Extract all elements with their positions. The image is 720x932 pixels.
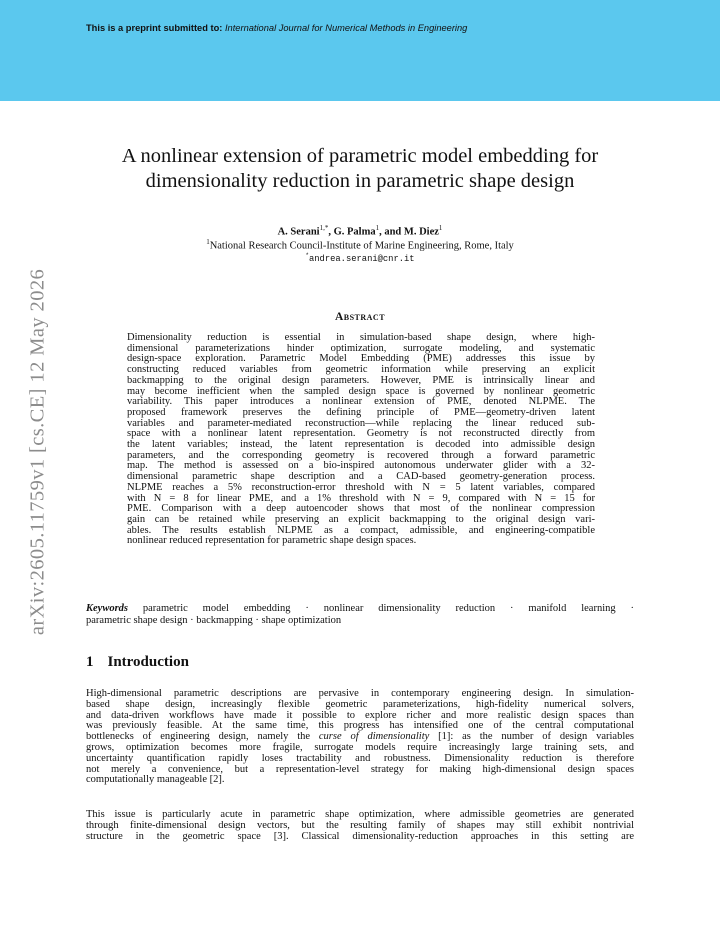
abstract-line: dimensional parameterizations hinder optimization, surrogate modeling, and systematic xyxy=(127,342,595,354)
paragraph-line: through finite-dimensional design vectors, but the resulting family of shapes may still exhibit nontrivial xyxy=(86,819,634,831)
paragraph-line: was previously feasible. At the same time, this progress has intensified one of the central computational xyxy=(86,720,634,732)
emphasis: curse of dimensionality xyxy=(318,731,430,743)
preprint-label: This is a preprint submitted to: xyxy=(86,23,223,33)
author-name: G. Palma xyxy=(333,226,376,238)
preprint-notice xyxy=(86,23,467,33)
affiliation xyxy=(90,238,630,252)
author-affiliation-mark: 1,* xyxy=(319,224,329,232)
abstract-line: map. The method is assessed on a bio-inspired autonomous underwater glider with a 32- xyxy=(127,460,595,472)
author-name: A. Serani xyxy=(277,226,320,238)
intro-paragraph xyxy=(86,810,634,842)
abstract-line: nonlinear reduced representation for parametric shape design spaces. xyxy=(127,535,417,547)
title-line: A nonlinear extension of parametric model embedding for xyxy=(121,145,599,167)
author-name: M. Diez xyxy=(403,226,439,238)
line-segment: [1]: as the number of design variables xyxy=(429,731,634,743)
keywords-line: parametric shape design · backmapping · shape optimization xyxy=(86,614,342,626)
abstract-line: NLPME reaches a 5% reconstruction-error threshold with N = 5 latent variables, compared xyxy=(127,481,595,493)
keywords-label: Keywords xyxy=(86,603,128,614)
title-line: dimensionality reduction in parametric shape design xyxy=(145,170,575,192)
paragraph-line: grows, optimization becomes more fragile, surrogate models require increasingly large training sets, and xyxy=(86,741,634,753)
section-title: Introduction xyxy=(107,654,189,670)
email-text[interactable]: andrea.serani@cnr.it xyxy=(309,253,415,264)
abstract-line: with N = 8 for linear PME, and a 1% threshold with N = 9, compared with N = 15 for xyxy=(127,492,595,504)
paragraph-line: structure in the geometric space [3]. Classical dimensionality-reduction approaches in this setting are xyxy=(86,830,634,842)
preprint-banner xyxy=(0,0,720,101)
paragraph-line: based shape design, increasingly flexible geometric parameterizations, high-fidelity numerical solvers, xyxy=(86,698,634,710)
keywords-line xyxy=(86,603,634,615)
arxiv-identifier[interactable]: arXiv:2605.11759v1 [cs.CE] 12 May 2026 xyxy=(26,268,49,636)
abstract-line: variables and parameter-mediated reconstruction—while replacing the linear reduced sub- xyxy=(127,417,595,429)
section-heading xyxy=(86,654,189,671)
author-affiliation-mark: 1 xyxy=(375,224,380,232)
abstract-line: design-space exploration. Parametric Model Embedding (PME) addresses this issue by xyxy=(127,353,595,365)
section-number: 1 xyxy=(86,654,94,670)
affiliation-mark: 1 xyxy=(206,238,210,246)
paragraph-line: not merely a convenience, but a representation-level strategy for making high-dimensional design spaces xyxy=(86,763,634,775)
abstract-line: Dimensionality reduction is essential in simulation-based shape design, where high- xyxy=(127,332,595,343)
journal-name: International Journal for Numerical Methods in Engineering xyxy=(224,23,468,33)
author-list xyxy=(90,224,630,238)
abstract-line: proposed framework preserves the defining principle of PME—geometry-driven latent xyxy=(127,406,595,418)
affiliation-text: National Research Council-Institute of Marine Engineering, Rome, Italy xyxy=(209,240,514,252)
abstract-line: gain can be retained while preserving an explicit backmapping to the original design vari- xyxy=(127,513,595,525)
abstract-body xyxy=(127,333,595,547)
keywords-block xyxy=(86,603,634,626)
author-affiliation-mark: 1 xyxy=(438,224,443,232)
paragraph-line: This issue is particularly acute in parametric shape optimization, where admissible geometries are generated xyxy=(86,809,634,820)
abstract-line: space with a nonlinear latent representation. Geometry is not reconstructed directly from xyxy=(127,428,595,440)
abstract-line: the latent variables; instead, the latent representation is decoded into admissible design xyxy=(127,439,595,451)
abstract-heading: Abstract xyxy=(334,311,386,323)
abstract-line: constructing reduced variables from geometric information while preserving an explicit xyxy=(127,364,595,376)
paper-title xyxy=(90,144,630,194)
abstract-line: PME. Comparison with a deep autoencoder shows that most of the nonlinear compression xyxy=(127,503,595,515)
paragraph-line: uncertainty quantification rapidly loses tractability and robustness. Dimensionality reduction is therefore xyxy=(86,752,634,764)
abstract-line: ables. The results establish NLPME as a compact, admissible, and engineering-compatible xyxy=(127,524,595,536)
abstract-line: may become inefficient when the sampled design space is governed by nonlinear geometric xyxy=(127,385,595,397)
paragraph-line: and data-driven workflows have made it possible to explore richer and more realistic design spaces than xyxy=(86,709,634,721)
abstract-line: parameters, and the corresponding geometry is recovered through a forward parametric xyxy=(127,449,595,461)
intro-paragraph xyxy=(86,689,634,786)
line-segment: bottlenecks of engineering design, namely the xyxy=(86,731,319,743)
corresponding-email[interactable] xyxy=(90,252,630,264)
author-separator: , xyxy=(328,226,334,238)
email-mark: * xyxy=(305,252,309,259)
paragraph-line: computationally manageable [2]. xyxy=(86,774,225,786)
abstract-line: variability. This paper introduces a nonlinear extension of PME, denoted NLPME. The xyxy=(127,396,595,408)
abstract-line: dimensional parametric shape description and a CAD-based geometry-generation process. xyxy=(127,471,595,483)
author-separator: , and xyxy=(379,226,404,238)
abstract-line: backmapping to the original design parameters. However, PME is intrinsically linear and xyxy=(127,374,595,386)
keywords-text: parametric model embedding · nonlinear dimensionality reduction · manifold learning · xyxy=(142,603,634,614)
paragraph-line: High-dimensional parametric descriptions are pervasive in contemporary engineering design. In simulation- xyxy=(86,688,634,699)
